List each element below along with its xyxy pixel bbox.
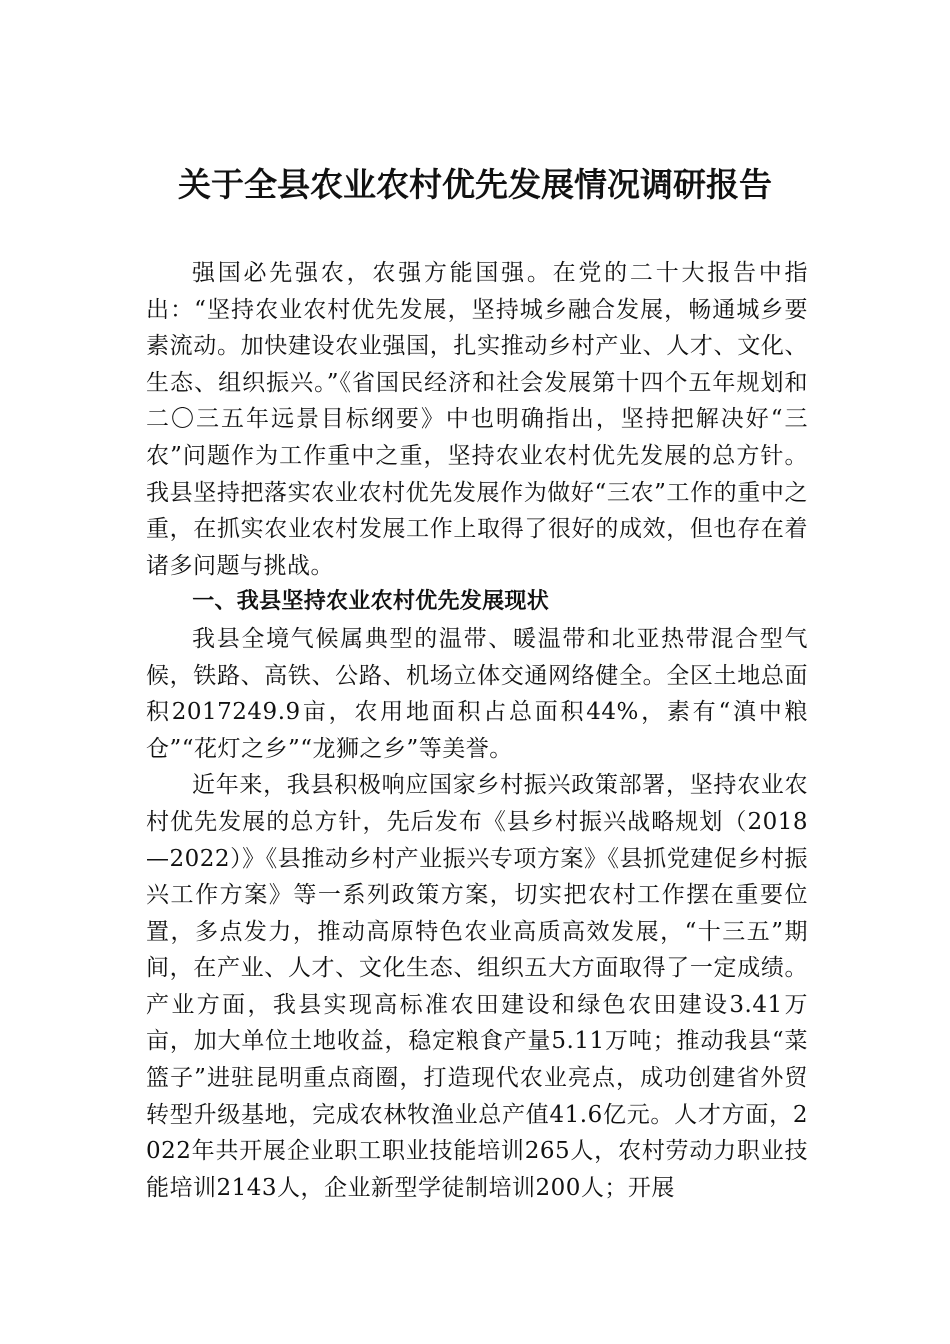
section-heading: 一、我县坚持农业农村优先发展现状 [192, 589, 549, 615]
paragraph-overview: 我县全境气候属典型的温带、暖温带和北亚热带混合型气候，铁路、高铁、公路、机场立体交通网络健全。全区土地总面积2017249.9亩，农用地面积占总面积44%，素有“滇中粮仓”“花灯之乡”“龙狮之乡”等美誉。 [146, 625, 808, 762]
document-body [146, 255, 808, 1206]
document-title: 关于全县农业农村优先发展情况调研报告 [178, 165, 772, 204]
paragraph-achievements: 近年来，我县积极响应国家乡村振兴政策部署，坚持农业农村优先发展的总方针，先后发布《县乡村振兴战略规划（2018—2022）》《县推动乡村产业振兴专项方案》《县抓党建促乡村振兴工作方案》等一系列政策方案，切实把农村工作摆在重要位置，多点发力，推动高原特色农业高质高效发展，“十三五”期间，在产业、人才、文化生态、组织五大方面取得了一定成绩。产业方面，我县实现高标准农田建设和绿色农田建设3.41万亩，加大单位土地收益，稳定粮食产量5.11万吨；推动我县“菜篮子”进驻昆明重点商圈，打造现代农业亮点，成功创建省外贸转型升级基地，完成农林牧渔业总产值41.6亿元。人才方面，2022年共开展企业职工职业技能培训265人，农村劳动力职业技能培训2143人，企业新型学徒制培训200人；开展 [146, 772, 808, 1201]
paragraph-intro: 强国必先强农，农强方能国强。在党的二十大报告中指出：“坚持农业农村优先发展，坚持城乡融合发展，畅通城乡要素流动。加快建设农业强国，扎实推动乡村产业、人才、文化、生态、组织振兴。”《省国民经济和社会发展第十四个五年规划和二〇三五年远景目标纲要》中也明确指出，坚持把解决好“三农”问题作为工作重中之重，坚持农业农村优先发展的总方针。我县坚持把落实农业农村优先发展作为做好“三农”工作的重中之重，在抓实农业农村发展工作上取得了很好的成效，但也存在着诸多问题与挑战。 [146, 260, 808, 579]
